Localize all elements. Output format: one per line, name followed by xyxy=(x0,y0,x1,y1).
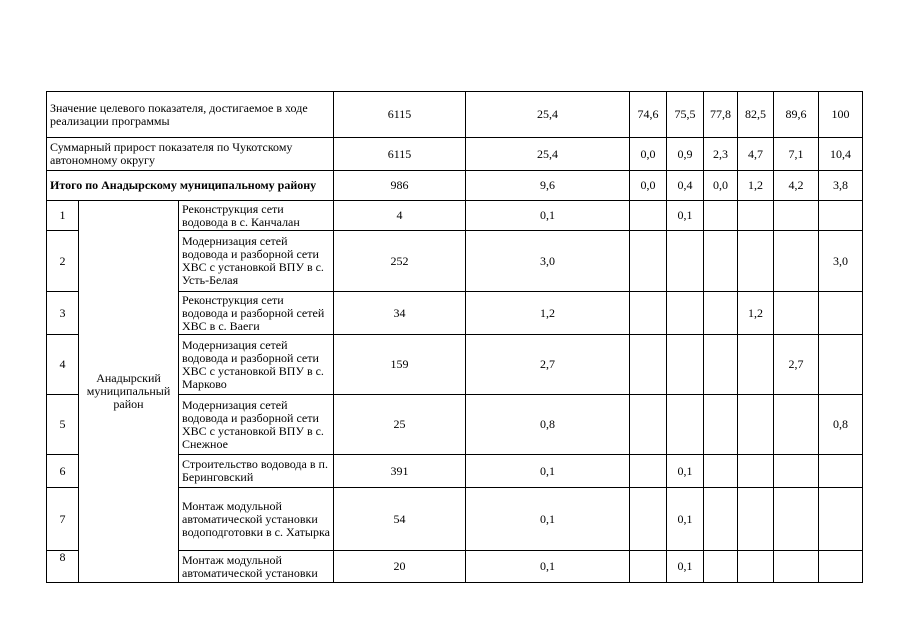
year-value-cell: 77,8 xyxy=(704,92,738,138)
year-value-cell xyxy=(819,551,863,583)
year-value-cell: 0,1 xyxy=(667,551,704,583)
year-value-cell: 0,8 xyxy=(819,395,863,455)
row-number: 2 xyxy=(47,231,79,292)
row-number: 6 xyxy=(47,455,79,488)
value-cell: 25,4 xyxy=(466,138,630,171)
year-value-cell xyxy=(774,455,819,488)
project-name: Реконструкция сети водовода и разборной сетей ХВС в с. Ваеги xyxy=(179,292,334,335)
year-value-cell: 0,9 xyxy=(667,138,704,171)
year-value-cell xyxy=(738,201,774,231)
year-value-cell: 74,6 xyxy=(630,92,667,138)
value-cell: 4 xyxy=(334,201,466,231)
value-cell: 54 xyxy=(334,488,466,551)
year-value-cell xyxy=(667,335,704,395)
year-value-cell: 2,3 xyxy=(704,138,738,171)
value-cell: 1,2 xyxy=(466,292,630,335)
year-value-cell xyxy=(630,488,667,551)
year-value-cell: 0,1 xyxy=(667,201,704,231)
year-value-cell xyxy=(704,201,738,231)
year-value-cell xyxy=(630,201,667,231)
district-name: Анадырский муниципальный район xyxy=(79,201,179,583)
year-value-cell: 1,2 xyxy=(738,171,774,201)
value-cell: 25,4 xyxy=(466,92,630,138)
year-value-cell: 0,1 xyxy=(667,488,704,551)
year-value-cell: 3,8 xyxy=(819,171,863,201)
year-value-cell xyxy=(819,201,863,231)
row-number: 1 xyxy=(47,201,79,231)
year-value-cell xyxy=(738,488,774,551)
value-cell: 3,0 xyxy=(466,231,630,292)
project-name: Реконструкция сети водовода в с. Канчалан xyxy=(179,201,334,231)
year-value-cell xyxy=(704,395,738,455)
value-cell: 20 xyxy=(334,551,466,583)
value-cell: 25 xyxy=(334,395,466,455)
year-value-cell xyxy=(738,231,774,292)
value-cell: 0,1 xyxy=(466,201,630,231)
year-value-cell xyxy=(630,292,667,335)
year-value-cell xyxy=(819,335,863,395)
value-cell: 6115 xyxy=(334,92,466,138)
project-name: Модернизация сетей водовода и разборной сети ХВС с установкой ВПУ в с. Усть-Белая xyxy=(179,231,334,292)
year-value-cell: 7,1 xyxy=(774,138,819,171)
value-cell: 0,1 xyxy=(466,488,630,551)
row-number: 3 xyxy=(47,292,79,335)
indicator-table xyxy=(46,91,863,583)
year-value-cell: 10,4 xyxy=(819,138,863,171)
project-name: Строительство водовода в п. Беринговский xyxy=(179,455,334,488)
value-cell: 34 xyxy=(334,292,466,335)
year-value-cell: 4,7 xyxy=(738,138,774,171)
year-value-cell: 0,0 xyxy=(630,171,667,201)
year-value-cell xyxy=(704,488,738,551)
summary-row xyxy=(47,138,863,171)
year-value-cell xyxy=(704,551,738,583)
value-cell: 986 xyxy=(334,171,466,201)
project-name: Модернизация сетей водовода и разборной сети ХВС с установкой ВПУ в с. Снежное xyxy=(179,395,334,455)
value-cell: 391 xyxy=(334,455,466,488)
year-value-cell xyxy=(738,395,774,455)
year-value-cell xyxy=(667,231,704,292)
summary-row xyxy=(47,92,863,138)
year-value-cell xyxy=(774,231,819,292)
year-value-cell: 0,0 xyxy=(704,171,738,201)
year-value-cell xyxy=(630,455,667,488)
value-cell: 0,1 xyxy=(466,455,630,488)
value-cell: 252 xyxy=(334,231,466,292)
year-value-cell: 0,1 xyxy=(667,455,704,488)
row-number: 5 xyxy=(47,395,79,455)
year-value-cell xyxy=(667,292,704,335)
year-value-cell xyxy=(774,551,819,583)
year-value-cell xyxy=(819,488,863,551)
row-number: 8 xyxy=(47,551,79,583)
year-value-cell xyxy=(630,231,667,292)
summary-label: Итого по Анадырскому муниципальному району xyxy=(47,171,334,201)
summary-label: Суммарный прирост показателя по Чукотскому автономному округу xyxy=(47,138,334,171)
year-value-cell xyxy=(774,292,819,335)
row-number: 7 xyxy=(47,488,79,551)
year-value-cell xyxy=(630,551,667,583)
year-value-cell: 4,2 xyxy=(774,171,819,201)
year-value-cell xyxy=(630,335,667,395)
year-value-cell xyxy=(704,335,738,395)
year-value-cell xyxy=(738,455,774,488)
project-name: Монтаж модульной автоматической установки xyxy=(179,551,334,583)
value-cell: 159 xyxy=(334,335,466,395)
year-value-cell xyxy=(738,335,774,395)
value-cell: 2,7 xyxy=(466,335,630,395)
year-value-cell xyxy=(819,292,863,335)
year-value-cell: 75,5 xyxy=(667,92,704,138)
year-value-cell: 82,5 xyxy=(738,92,774,138)
year-value-cell xyxy=(704,455,738,488)
year-value-cell xyxy=(704,292,738,335)
summary-label: Значение целевого показателя, достигаемое в ходе реализации программы xyxy=(47,92,334,138)
table-row xyxy=(47,201,863,231)
year-value-cell: 0,4 xyxy=(667,171,704,201)
value-cell: 9,6 xyxy=(466,171,630,201)
year-value-cell: 1,2 xyxy=(738,292,774,335)
value-cell: 0,1 xyxy=(466,551,630,583)
year-value-cell: 3,0 xyxy=(819,231,863,292)
project-name: Монтаж модульной автоматической установки водоподготовки в с. Хатырка xyxy=(179,488,334,551)
year-value-cell xyxy=(704,231,738,292)
row-number: 4 xyxy=(47,335,79,395)
year-value-cell: 2,7 xyxy=(774,335,819,395)
year-value-cell xyxy=(738,551,774,583)
year-value-cell xyxy=(774,201,819,231)
summary-row xyxy=(47,171,863,201)
value-cell: 0,8 xyxy=(466,395,630,455)
year-value-cell: 0,0 xyxy=(630,138,667,171)
value-cell: 6115 xyxy=(334,138,466,171)
year-value-cell xyxy=(774,488,819,551)
year-value-cell xyxy=(667,395,704,455)
year-value-cell xyxy=(819,455,863,488)
project-name: Модернизация сетей водовода и разборной сети ХВС с установкой ВПУ в с. Марково xyxy=(179,335,334,395)
year-value-cell xyxy=(630,395,667,455)
year-value-cell xyxy=(774,395,819,455)
year-value-cell: 100 xyxy=(819,92,863,138)
year-value-cell: 89,6 xyxy=(774,92,819,138)
